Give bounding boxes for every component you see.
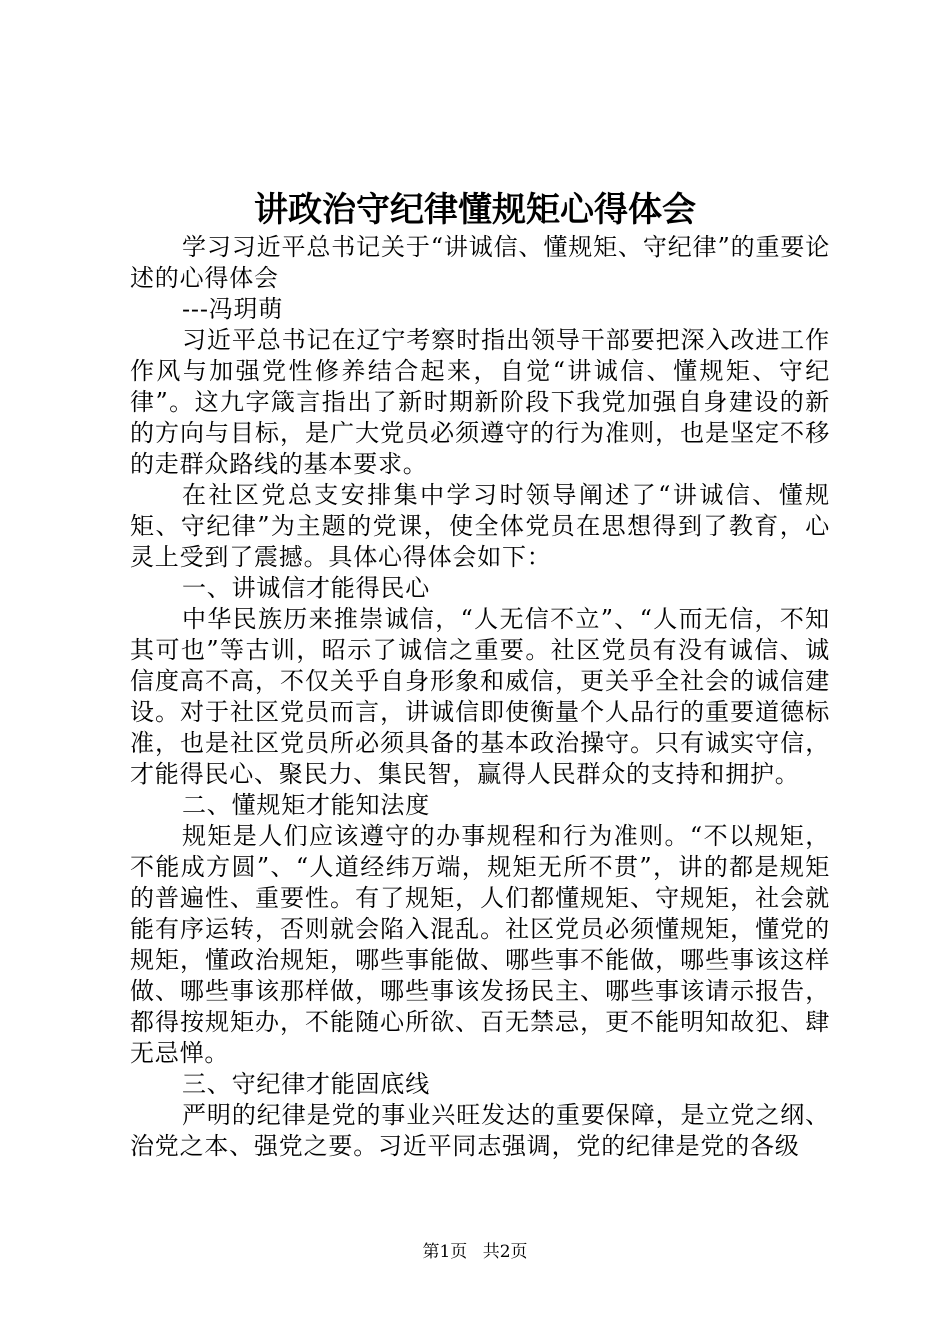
paragraph-study: 在社区党总支安排集中学习时领导阐述了“讲诚信、懂规矩、守纪律”为主题的党课，使全体党员在思想得到了教育，心灵上受到了震撼。具体心得体会如下： [130, 481, 830, 571]
paragraph-section-2: 规矩是人们应该遵守的办事规程和行为准则。“不以规矩，不能成方圆”、“人道经纬万端，规矩无所不贯”，讲的都是规矩的普遍性、重要性。有了规矩，人们都懂规矩、守规矩，社会就能有序运转，否则就会陷入混乱。社区党员必须懂规矩，懂党的规矩，懂政治规矩，哪些事能做、哪些事不能做，哪些事该这样做、哪些事该那样做，哪些事该发扬民主、哪些事该请示报告，都得按规矩办，不能随心所欲、百无禁忌，更不能明知故犯、肆无忌惮。 [130, 822, 830, 1067]
paragraph-intro: 习近平总书记在辽宁考察时指出领导干部要把深入改进工作作风与加强党性修养结合起来，自觉“讲诚信、懂规矩、守纪律”。这九字箴言指出了新时期新阶段下我党加强自身建设的新的方向与目标，是广大党员必须遵守的行为准则，也是坚定不移的走群众路线的基本要求。 [130, 326, 830, 478]
page-number: 第1页 [422, 1242, 468, 1262]
section-heading-2: 二、懂规矩才能知法度 [182, 791, 430, 819]
document-body [130, 232, 830, 1162]
paragraph-section-1: 中华民族历来推崇诚信，“人无信不立”、“人而无信，不知其可也”等古训，昭示了诚信之重要。社区党员有没有诚信、诚信度高不高，不仅关乎自身形象和威信，更关乎全社会的诚信建设。对于社区党员而言，讲诚信即使衡量个人品行的重要道德标准，也是社区党员所必须具备的基本政治操守。只有诚实守信，才能得民心、聚民力、集民智，赢得人民群众的支持和拥护。 [130, 605, 830, 788]
section-heading-1: 一、讲诚信才能得民心 [182, 574, 430, 602]
section-heading-3: 三、守纪律才能固底线 [182, 1070, 430, 1098]
paragraph-subtitle: 学习习近平总书记关于“讲诚信、懂规矩、守纪律”的重要论述的心得体会 [130, 233, 830, 292]
paragraph-section-3: 严明的纪律是党的事业兴旺发达的重要保障，是立党之纲、治党之本、强党之要。习近平同志强调，党的纪律是党的各级 [130, 1101, 830, 1160]
page-total: 共2页 [482, 1242, 528, 1262]
paragraph-author: ---冯玥萌 [182, 295, 284, 323]
page-footer [0, 1240, 950, 1264]
document-title: 讲政治守纪律懂规矩心得体会 [254, 190, 696, 230]
